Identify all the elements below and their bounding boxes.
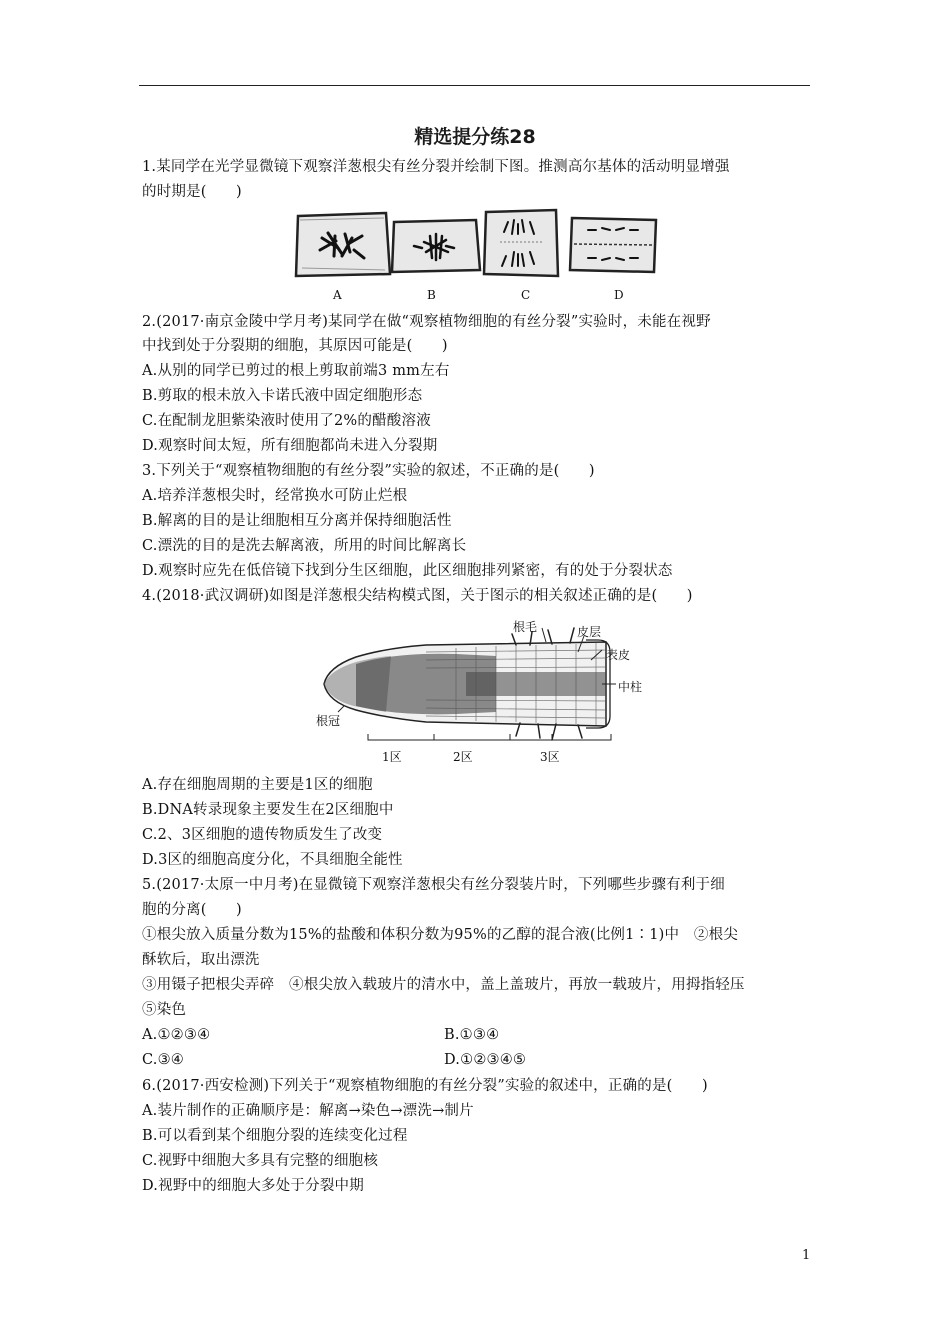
label-epidermis: 表皮: [606, 648, 631, 662]
cell-a-drawing: [296, 213, 390, 276]
q1-stem-line1: 1.某同学在光学显微镜下观察洋葱根尖有丝分裂并绘制下图。推测高尔基体的活动明显增强: [142, 159, 730, 175]
cell-d-drawing: [570, 218, 656, 272]
q6-stem: 6.(2017·西安检测)下列关于“观察植物细胞的有丝分裂”实验的叙述中，正确的是( ): [142, 1078, 708, 1094]
q3-option-d: D.观察时应先在低倍镜下找到分生区细胞，此区细胞排列紧密，有的处于分裂状态: [142, 563, 673, 579]
q5-steps-line4: ⑤染色: [142, 1002, 187, 1018]
q2-stem-line1: 2.(2017·南京金陵中学月考)某同学在做“观察植物细胞的有丝分裂”实验时，未能在视野: [142, 314, 711, 330]
q1-label-b: B: [427, 288, 436, 302]
label-zone-2: 2区: [453, 750, 473, 764]
q4-root-tip-figure: [316, 612, 656, 772]
q5-option-c: C.③④: [142, 1052, 184, 1068]
q5-stem-line2: 胞的分离( ): [142, 902, 242, 918]
q6-option-d: D.视野中的细胞大多处于分裂中期: [142, 1178, 364, 1194]
q4-option-a: A.存在细胞周期的主要是1区的细胞: [142, 777, 373, 793]
q5-steps-line1: ①根尖放入质量分数为15%的盐酸和体积分数为95%的乙醇的混合液(比例1∶1)中 ②根尖: [142, 927, 739, 943]
q2-option-d: D.观察时间太短，所有细胞都尚未进入分裂期: [142, 438, 438, 454]
label-zone-3: 3区: [540, 750, 560, 764]
label-root-cap: 根冠: [316, 714, 341, 728]
q4-stem: 4.(2018·武汉调研)如图是洋葱根尖结构模式图，关于图示的相关叙述正确的是( ): [142, 588, 693, 604]
q1-cell-figure: [290, 208, 660, 280]
q1-stem-line2: 的时期是( ): [142, 184, 242, 200]
q1-label-c: C: [521, 288, 531, 302]
q3-option-a: A.培养洋葱根尖时，经常换水可防止烂根: [142, 488, 408, 504]
label-cortex: 皮层: [577, 625, 602, 639]
q1-label-d: D: [614, 288, 624, 302]
q5-option-a: A.①②③④: [142, 1027, 211, 1043]
q3-option-c: C.漂洗的目的是洗去解离液，所用的时间比解离长: [142, 538, 467, 554]
q2-stem-line2: 中找到处于分裂期的细胞，其原因可能是( ): [142, 338, 448, 354]
label-zone-1: 1区: [382, 750, 402, 764]
q3-stem: 3.下列关于“观察植物细胞的有丝分裂”实验的叙述，不正确的是( ): [142, 463, 595, 479]
label-root-hair: 根毛: [513, 620, 538, 634]
q6-option-a: A.装片制作的正确顺序是：解离→染色→漂洗→制片: [142, 1103, 474, 1119]
header-rule: [139, 85, 810, 86]
q6-option-c: C.视野中细胞大多具有完整的细胞核: [142, 1153, 379, 1169]
page-number: 1: [802, 1248, 811, 1263]
q6-option-b: B.可以看到某个细胞分裂的连续变化过程: [142, 1128, 408, 1144]
q5-option-d: D.①②③④⑤: [444, 1052, 527, 1068]
q4-option-d: D.3区的细胞高度分化，不具细胞全能性: [142, 852, 403, 868]
q4-option-c: C.2、3区细胞的遗传物质发生了改变: [142, 827, 383, 843]
q4-option-b: B.DNA转录现象主要发生在2区细胞中: [142, 802, 394, 818]
cell-b-drawing: [392, 220, 480, 272]
q5-option-b: B.①③④: [444, 1027, 500, 1043]
q5-steps-line3: ③用镊子把根尖弄碎 ④根尖放入载玻片的清水中，盖上盖玻片，再放一载玻片，用拇指轻压: [142, 977, 745, 993]
q3-option-b: B.解离的目的是让细胞相互分离并保持细胞活性: [142, 513, 452, 529]
q1-label-a: A: [333, 288, 342, 302]
q2-option-a: A.从别的同学已剪过的根上剪取前端3 mm左右: [142, 363, 450, 379]
label-stele: 中柱: [618, 680, 643, 694]
cell-c-drawing: [484, 210, 558, 276]
q2-option-b: B.剪取的根未放入卡诺氏液中固定细胞形态: [142, 388, 423, 404]
q5-stem-line1: 5.(2017·太原一中月考)在显微镜下观察洋葱根尖有丝分裂装片时，下列哪些步骤有利于细: [142, 877, 725, 893]
page-title: 精选提分练28: [414, 126, 536, 148]
q2-option-c: C.在配制龙胆紫染液时使用了2%的醋酸溶液: [142, 413, 431, 429]
q5-steps-line2: 酥软后，取出漂洗: [142, 952, 260, 968]
